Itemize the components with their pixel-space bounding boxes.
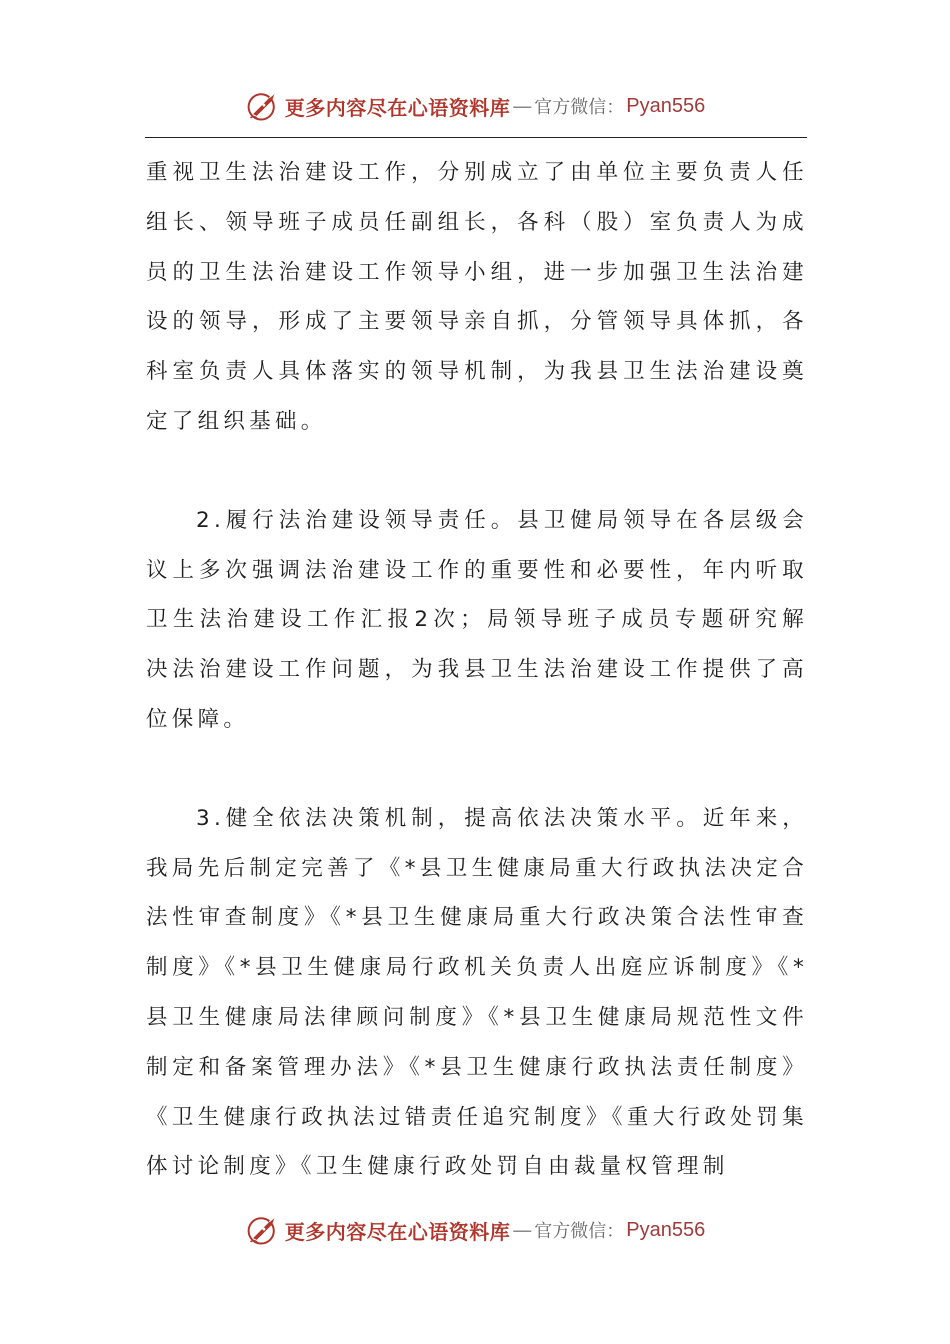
header-divider <box>145 137 807 138</box>
footer-wechat-label: 官方微信： <box>534 1221 625 1242</box>
paragraph-item-2: 2.履行法治建设领导责任。县卫健局领导在各层级会议上多次强调法治建设工作的重要性和必要性，年内听取卫生法治建设工作汇报2次；局领导班子成员专题研究解决法治建设工作问题，为我县卫生法治建设工作提供了高位保障。 <box>146 507 808 732</box>
paragraph-continuation: 重视卫生法治建设工作，分别成立了由单位主要负责人任组长、领导班子成员任副组长，各科（股）室负责人为成员的卫生法治建设工作领导小组，进一步加强卫生法治建设的领导，形成了主要领导亲自抓，分管领导具体抓，各科室负责人具体落实的领导机制，为我县卫生法治建设奠定了组织基础。 <box>146 160 808 434</box>
footer-title: 更多内容尽在心语资料库 <box>284 1219 511 1244</box>
footer-banner <box>0 1210 950 1250</box>
header-banner <box>0 86 950 126</box>
pen-nib-logo-icon <box>245 1212 281 1248</box>
footer-wechat-id: Pyan556 <box>626 1218 706 1241</box>
header-wechat-label: 官方微信： <box>534 97 625 118</box>
document-body <box>146 148 808 1192</box>
header-title: 更多内容尽在心语资料库 <box>284 95 511 120</box>
header-separator: — <box>512 94 533 118</box>
paragraph-gap <box>146 447 808 496</box>
paragraph-gap <box>146 745 808 794</box>
footer-separator: — <box>512 1218 533 1242</box>
header-wechat-id: Pyan556 <box>626 94 706 117</box>
paragraph-item-3: 3.健全依法决策机制，提高依法决策水平。近年来，我局先后制定完善了《*县卫生健康局重大行政执法决定合法性审查制度》《*县卫生健康局重大行政决策合法性审查制度》《*县卫生健康局行政机关负责人出庭应诉制度》《*县卫生健康局法律顾问制度》《*县卫生健康局规范性文件制定和备案管理办法》《*县卫生健康行政执法责任制度》《卫生健康行政执法过错责任追究制度》《重大行政处罚集体讨论制度》《卫生健康行政处罚自由裁量权管理制 <box>146 805 808 1180</box>
pen-nib-logo-icon <box>245 88 281 124</box>
